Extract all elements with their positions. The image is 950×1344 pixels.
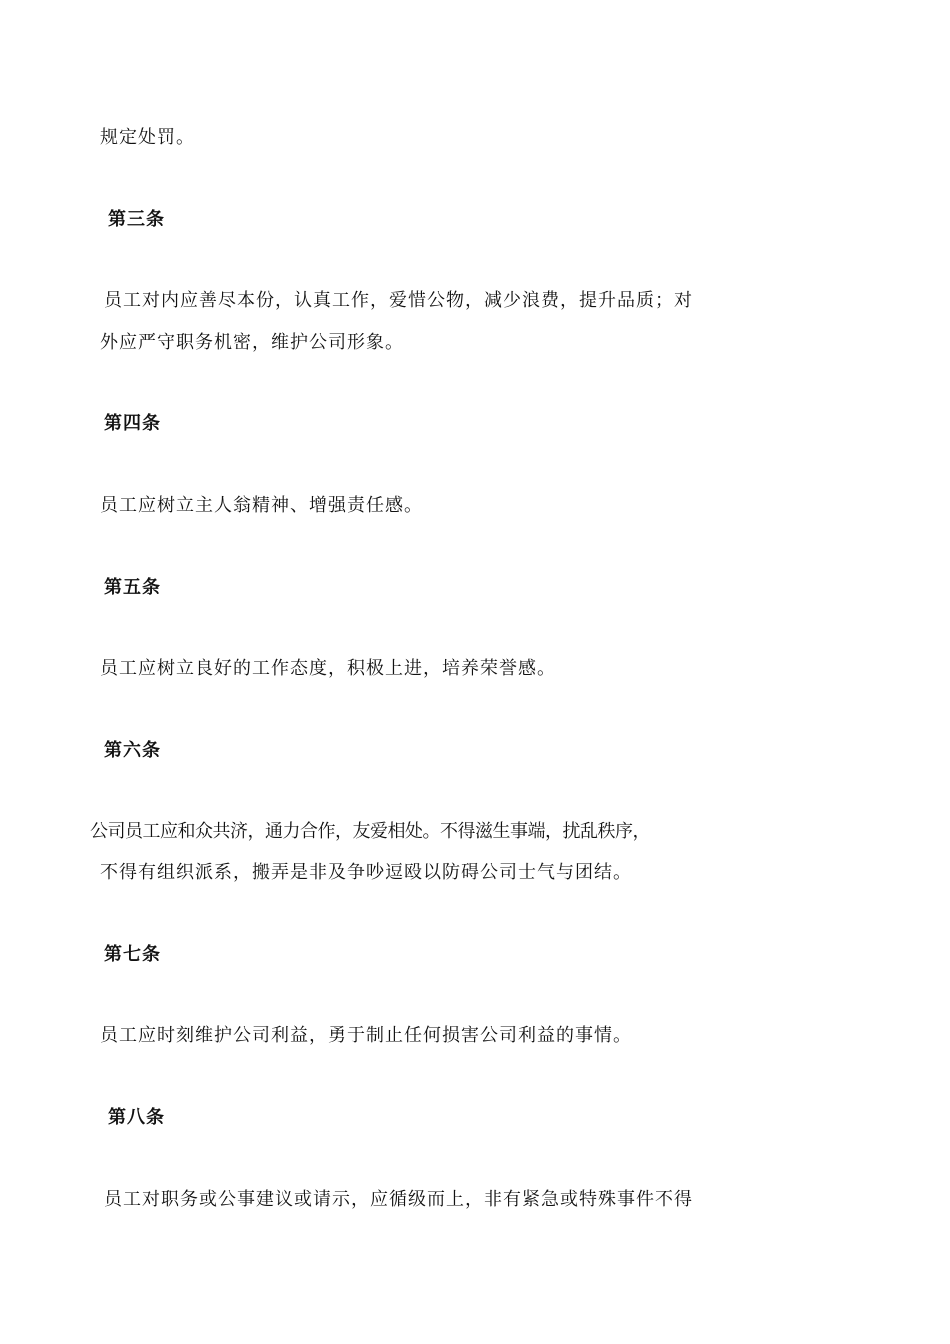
article-heading-3: 第三条: [108, 209, 165, 230]
article-5-line-1: 员工应树立良好的工作态度，积极上进，培养荣誉感。: [100, 658, 556, 679]
article-heading-4: 第四条: [104, 413, 161, 434]
article-heading-7: 第七条: [104, 944, 161, 965]
article-heading-8: 第八条: [108, 1107, 165, 1128]
article-4-line-1: 员工应树立主人翁精神、增强责任感。: [100, 495, 423, 516]
article-3-line-1: 员工对内应善尽本份，认真工作，爱惜公物，减少浪费，提升品质；对: [104, 290, 693, 311]
article-6-line-1: 公司员工应和众共济，通力合作，友爱相处。不得滋生事端，扰乱秩序，: [90, 821, 650, 842]
article-3-line-2: 外应严守职务机密，维护公司形象。: [100, 332, 404, 353]
paragraph-line-penalty: 规定处罚。: [100, 127, 195, 148]
article-heading-6: 第六条: [104, 740, 161, 761]
article-heading-5: 第五条: [104, 577, 161, 598]
article-7-line-1: 员工应时刻维护公司利益，勇于制止任何损害公司利益的事情。: [100, 1025, 632, 1046]
article-6-line-2: 不得有组织派系，搬弄是非及争吵逗殴以防碍公司士气与团结。: [100, 862, 632, 883]
article-8-line-1: 员工对职务或公事建议或请示，应循级而上，非有紧急或特殊事件不得: [104, 1189, 693, 1210]
